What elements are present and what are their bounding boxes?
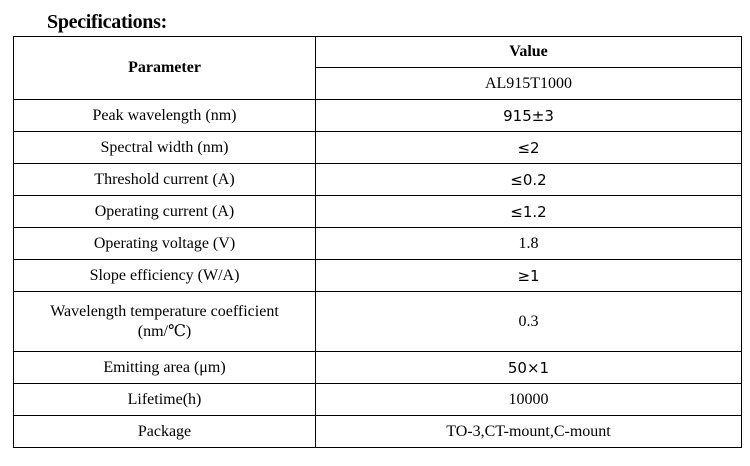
table-row xyxy=(14,164,742,196)
value-cell: ≥1 xyxy=(316,260,742,292)
value-cell: 10000 xyxy=(316,384,742,416)
page-title: Specifications: xyxy=(47,11,167,33)
table-row xyxy=(14,132,742,164)
table-row xyxy=(14,416,742,448)
parameter-cell: Operating current (A) xyxy=(14,196,316,228)
parameter-cell: Threshold current (A) xyxy=(14,164,316,196)
table-header-row xyxy=(14,37,742,68)
table-row xyxy=(14,384,742,416)
value-cell: TO-3,CT-mount,C-mount xyxy=(316,416,742,448)
parameter-cell xyxy=(14,292,316,352)
parameter-cell: Emitting area (μm) xyxy=(14,352,316,384)
parameter-cell: Operating voltage (V) xyxy=(14,228,316,260)
value-header: Value xyxy=(316,37,742,68)
parameter-cell: Package xyxy=(14,416,316,448)
parameter-cell: Lifetime(h) xyxy=(14,384,316,416)
table-row xyxy=(14,292,742,352)
value-cell: ≤0.2 xyxy=(316,164,742,196)
parameter-cell: Spectral width (nm) xyxy=(14,132,316,164)
table-row xyxy=(14,260,742,292)
value-cell: 0.3 xyxy=(316,292,742,352)
parameter-line: (nm/℃) xyxy=(137,322,192,340)
model-name: AL915T1000 xyxy=(316,68,742,100)
table-row xyxy=(14,196,742,228)
value-cell: 1.8 xyxy=(316,228,742,260)
value-cell: ≤2 xyxy=(316,132,742,164)
table-row xyxy=(14,100,742,132)
parameter-line: Wavelength temperature coefficient xyxy=(50,302,279,320)
value-cell: 915±3 xyxy=(316,100,742,132)
value-cell: ≤1.2 xyxy=(316,196,742,228)
value-cell: 50×1 xyxy=(316,352,742,384)
specifications-table xyxy=(13,36,742,448)
parameter-cell: Peak wavelength (nm) xyxy=(14,100,316,132)
parameter-header: Parameter xyxy=(14,37,316,100)
table-row xyxy=(14,352,742,384)
table-row xyxy=(14,228,742,260)
parameter-cell: Slope efficiency (W/A) xyxy=(14,260,316,292)
